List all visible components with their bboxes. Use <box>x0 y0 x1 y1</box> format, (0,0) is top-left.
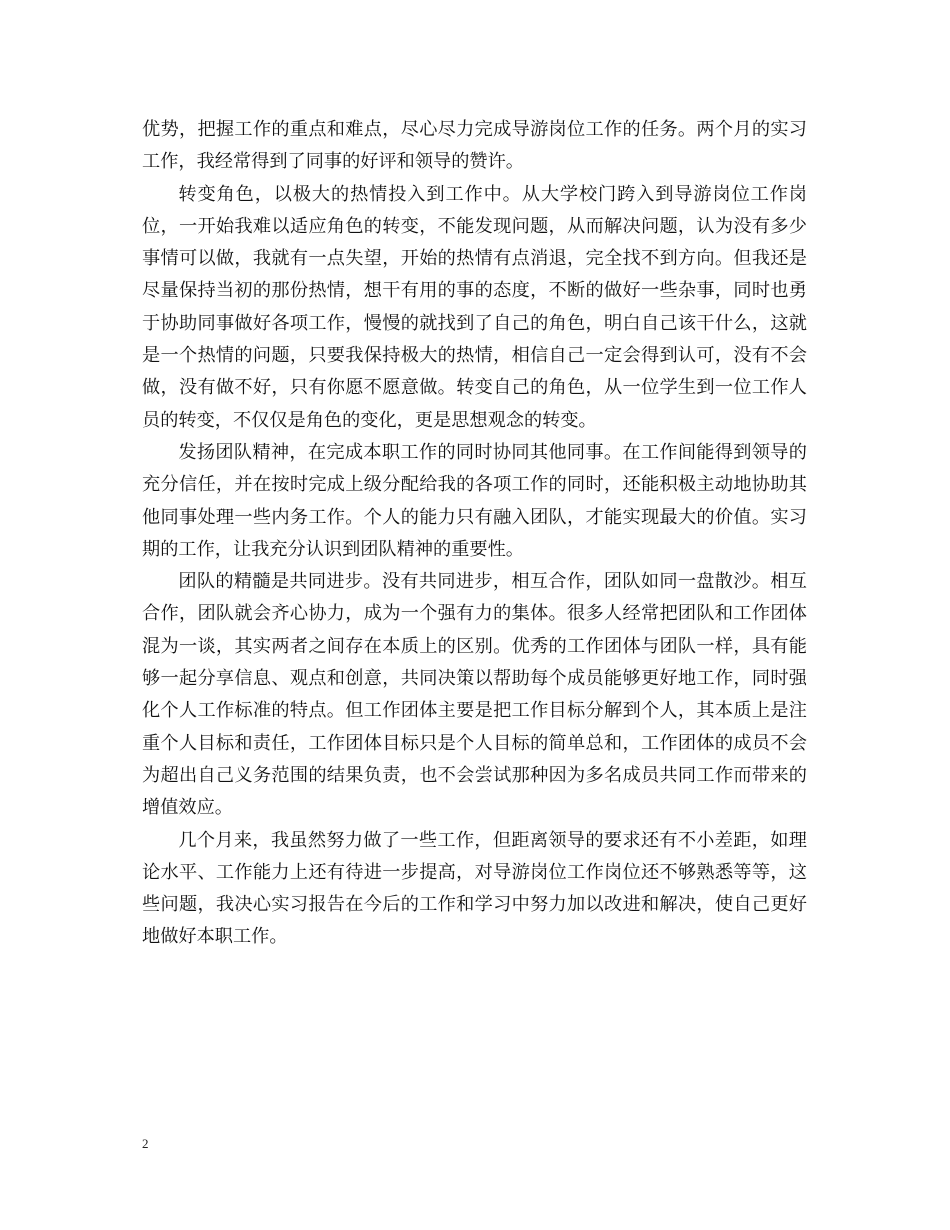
paragraph-1: 优势，把握工作的重点和难点，尽心尽力完成导游岗位工作的任务。两个月的实习工作，我经常得到了同事的好评和领导的赞许。 <box>142 119 807 173</box>
paragraph-2: 转变角色，以极大的热情投入到工作中。从大学校门跨入到导游岗位工作岗位，一开始我难以适应角色的转变，不能发现问题，从而解决问题，认为没有多少事情可以做，我就有一点失望，开始的热情有点消退，完全找不到方向。但我还是尽量保持当初的那份热情，想干有用的事的态度，不断的做好一些杂事，同时也勇于协助同事做好各项工作，慢慢的就找到了自己的角色，明白自己该干什么，这就是一个热情的问题，只要我保持极大的热情，相信自己一定会得到认可，没有不会做，没有做不好，只有你愿不愿意做。转变自己的角色，从一位学生到一位工作人员的转变，不仅仅是角色的变化，更是思想观念的转变。 <box>142 183 807 431</box>
paragraph-3: 发扬团队精神，在完成本职工作的同时协同其他同事。在工作间能得到领导的充分信任，并在按时完成上级分配给我的各项工作的同时，还能积极主动地协助其他同事处理一些内务工作。个人的能力只有融入团队，才能实现最大的价值。实习期的工作，让我充分认识到团队精神的重要性。 <box>142 441 807 560</box>
page-number: 2 <box>142 1136 149 1151</box>
paragraph-4: 团队的精髓是共同进步。没有共同进步，相互合作，团队如同一盘散沙。相互合作，团队就会齐心协力，成为一个强有力的集体。很多人经常把团队和工作团体混为一谈，其实两者之间存在本质上的区别。优秀的工作团体与团队一样，具有能够一起分享信息、观点和创意，共同决策以帮助每个成员能够更好地工作，同时强化个人工作标准的特点。但工作团体主要是把工作目标分解到个人，其本质上是注重个人目标和责任，工作团体目标只是个人目标的简单总和，工作团体的成员不会为超出自己义务范围的结果负责，也不会尝试那种因为多名成员共同工作而带来的增值效应。 <box>142 571 807 819</box>
paragraph-5: 几个月来，我虽然努力做了一些工作，但距离领导的要求还有不小差距，如理论水平、工作能力上还有待进一步提高，对导游岗位工作岗位还不够熟悉等等，这些问题，我决心实习报告在今后的工作和学习中努力加以改进和解决，使自己更好地做好本职工作。 <box>142 829 807 948</box>
document-body <box>142 114 807 954</box>
